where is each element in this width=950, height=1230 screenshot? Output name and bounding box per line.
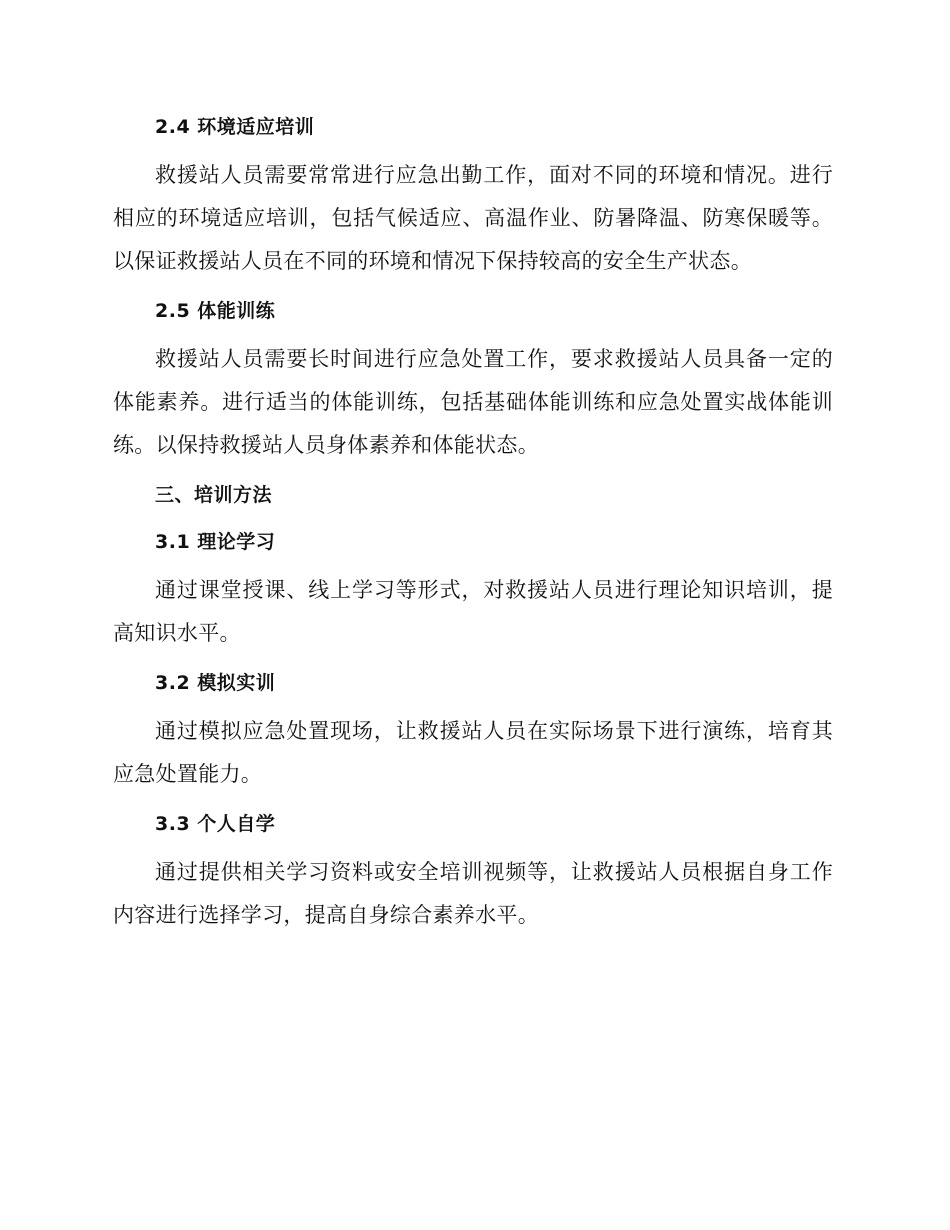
- section-body-3-3: 通过提供相关学习资料或安全培训视频等，让救援站人员根据自身工作内容进行选择学习，提高自身综合素养水平。: [113, 860, 833, 927]
- section-heading-3-2: 3.2 模拟实训: [155, 672, 276, 694]
- section-heading-2-5: 2.5 体能训练: [155, 300, 276, 322]
- section-body-2-4: 救援站人员需要常常进行应急出勤工作，面对不同的环境和情况。进行相应的环境适应培训，包括气候适应、高温作业、防暑降温、防寒保暖等。以保证救援站人员在不同的环境和情况下保持较高的安全生产状态。: [113, 163, 833, 273]
- section-heading-3-3: 3.3 个人自学: [155, 813, 276, 835]
- section-body-3-1: 通过课堂授课、线上学习等形式，对救援站人员进行理论知识培训，提高知识水平。: [113, 578, 833, 645]
- section-heading-2-4: 2.4 环境适应培训: [155, 116, 315, 138]
- document-content: [113, 108, 833, 937]
- section-body-2-5: 救援站人员需要长时间进行应急处置工作，要求救援站人员具备一定的体能素养。进行适当的体能训练，包括基础体能训练和应急处置实战体能训练。以保持救援站人员身体素养和体能状态。: [113, 347, 833, 457]
- section-body-3-2: 通过模拟应急处置现场，让救援站人员在实际场景下进行演练，培育其应急处置能力。: [113, 719, 833, 786]
- section-heading-3-1: 3.1 理论学习: [155, 531, 276, 553]
- chapter-heading-3: 三、培训方法: [155, 484, 273, 506]
